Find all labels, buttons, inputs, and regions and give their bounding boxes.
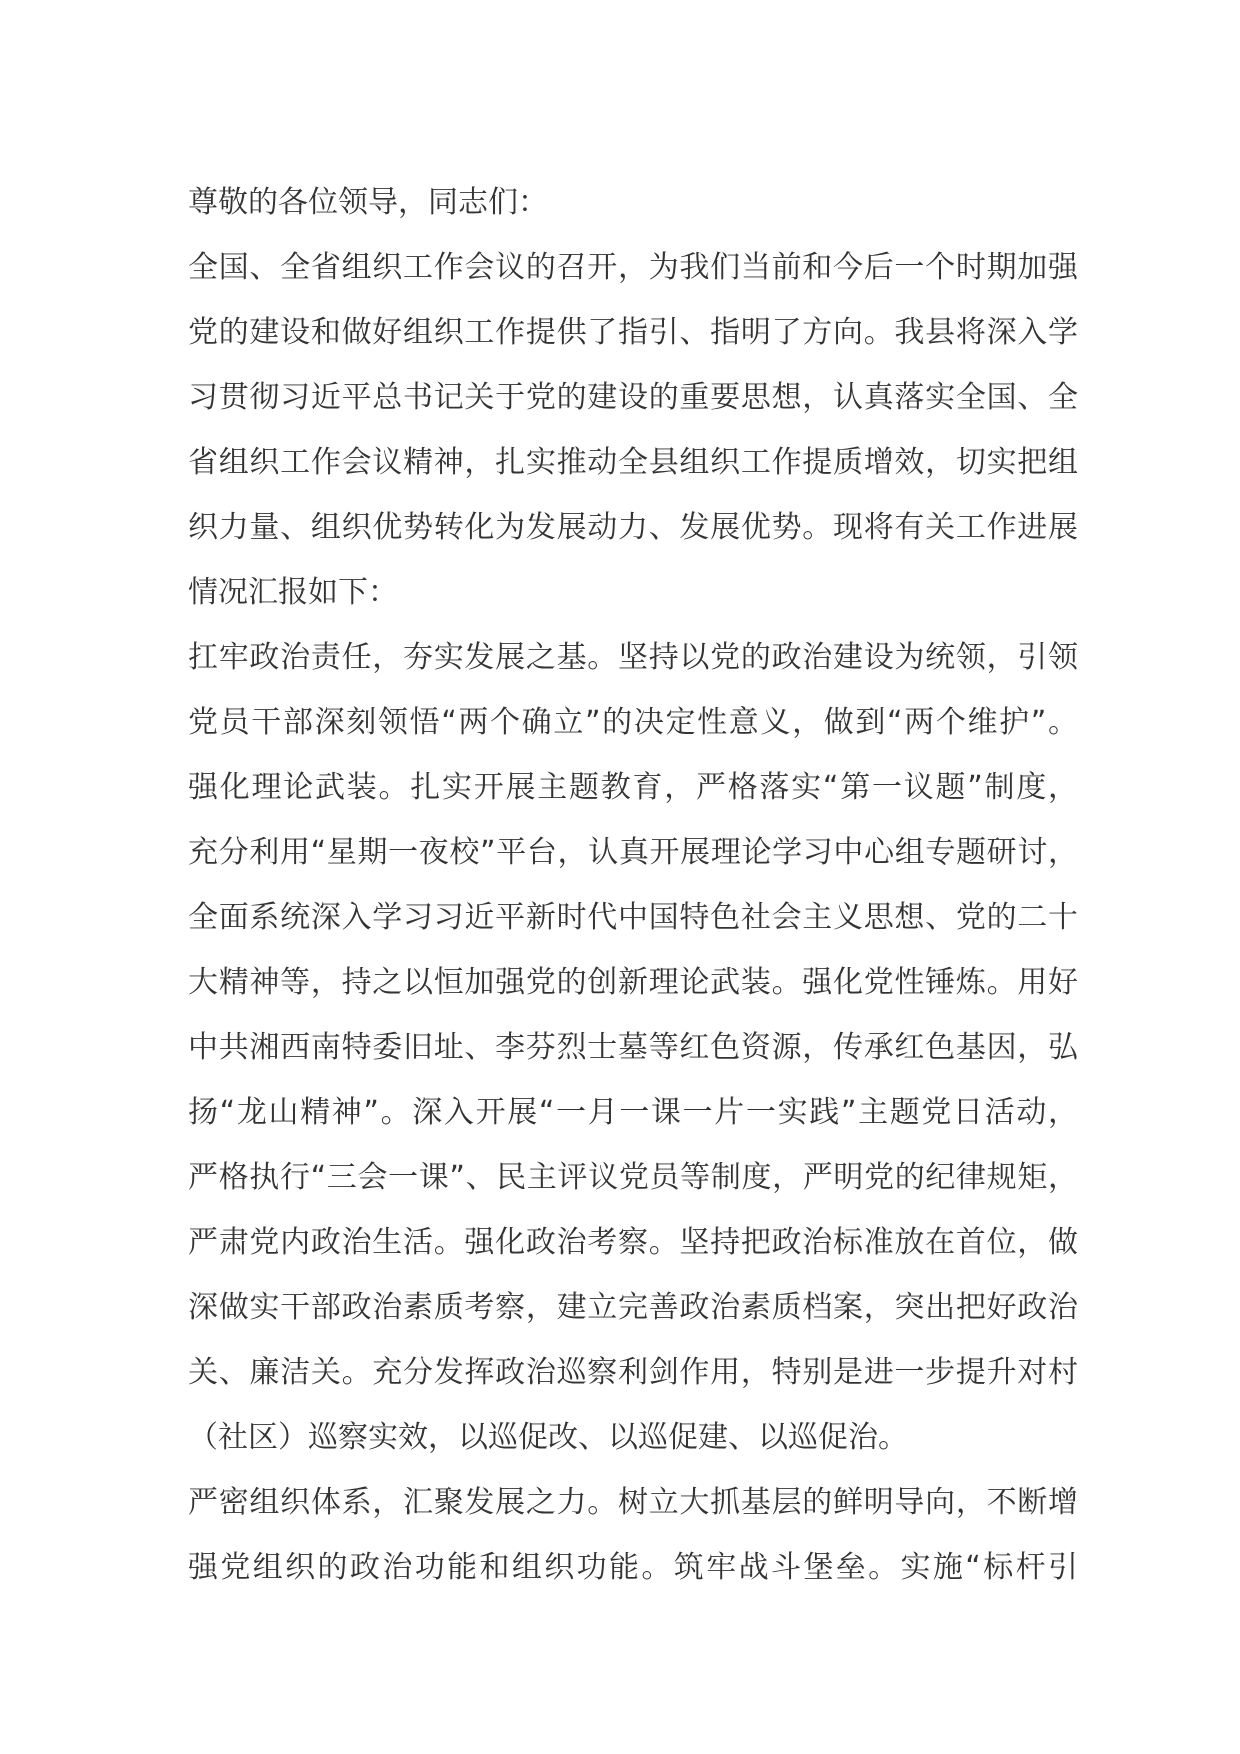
paragraph-line: （社区）巡察实效，以巡促改、以巡促建、以巡促治。 (188, 1420, 908, 1455)
paragraph-line: 党的建设和做好组织工作提供了指引、指明了方向。我县将深入学 (188, 315, 1078, 350)
paragraph-line: 习贯彻习近平总书记关于党的建设的重要思想，认真落实全国、全 (188, 380, 1078, 415)
paragraph-line: 织力量、组织优势转化为发展动力、发展优势。现将有关工作进展 (188, 510, 1078, 545)
paragraph-line: 严密组织体系，汇聚发展之力。树立大抓基层的鲜明导向，不断增 (188, 1485, 1078, 1520)
paragraph-line: 党员干部深刻领悟“两个确立”的决定性意义，做到“两个维护”。 (188, 705, 1078, 740)
paragraph-line: 全面系统深入学习习近平新时代中国特色社会主义思想、党的二十 (188, 900, 1078, 935)
document-body (188, 170, 1078, 1600)
paragraph-line: 全国、全省组织工作会议的召开，为我们当前和今后一个时期加强 (188, 250, 1078, 285)
paragraph-line: 严格执行“三会一课”、民主评议党员等制度，严明党的纪律规矩， (188, 1160, 1078, 1195)
paragraph-line: 强化理论武装。扎实开展主题教育，严格落实“第一议题”制度， (188, 770, 1078, 805)
paragraph-line: 情况汇报如下： (188, 575, 398, 610)
paragraph-line: 中共湘西南特委旧址、李芬烈士墓等红色资源，传承红色基因，弘 (188, 1030, 1078, 1065)
paragraph-line: 扛牢政治责任，夯实发展之基。坚持以党的政治建设为统领，引领 (188, 640, 1078, 675)
paragraph-line: 省组织工作会议精神，扎实推动全县组织工作提质增效，切实把组 (188, 445, 1078, 480)
paragraph-line: 严肃党内政治生活。强化政治考察。坚持把政治标准放在首位，做 (188, 1225, 1078, 1260)
paragraph-line: 深做实干部政治素质考察，建立完善政治素质档案，突出把好政治 (188, 1290, 1078, 1325)
paragraph-line: 强党组织的政治功能和组织功能。筑牢战斗堡垒。实施“标杆引 (188, 1550, 1078, 1585)
paragraph-line: 大精神等，持之以恒加强党的创新理论武装。强化党性锤炼。用好 (188, 965, 1078, 1000)
paragraph-line: 扬“龙山精神”。深入开展“一月一课一片一实践”主题党日活动， (188, 1095, 1078, 1130)
salutation-line: 尊敬的各位领导，同志们： (188, 185, 548, 220)
paragraph-line: 关、廉洁关。充分发挥政治巡察利剑作用，特别是进一步提升对村 (188, 1355, 1078, 1390)
paragraph-line: 充分利用“星期一夜校”平台，认真开展理论学习中心组专题研讨， (188, 835, 1078, 870)
